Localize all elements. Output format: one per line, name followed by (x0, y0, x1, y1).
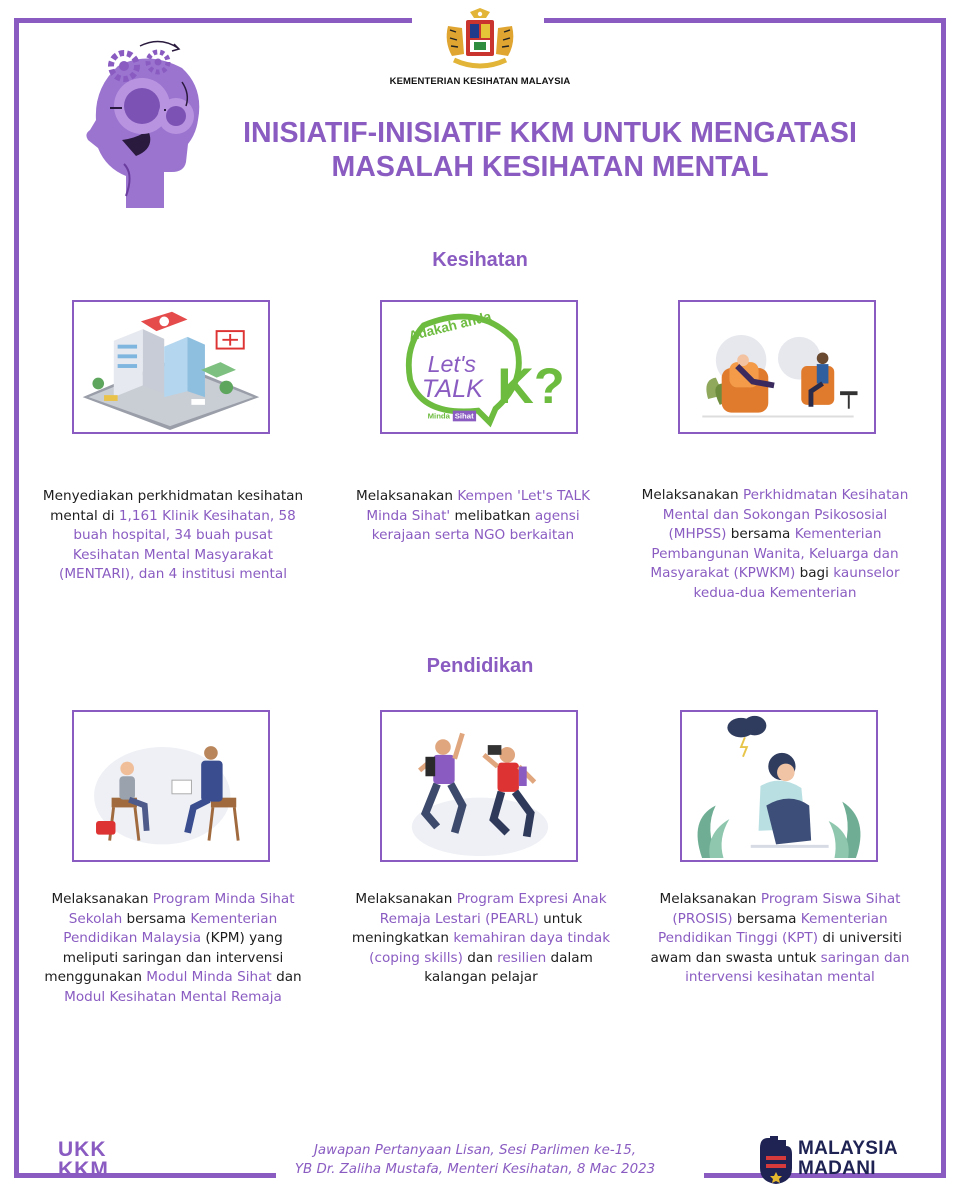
frame-top-left (14, 18, 412, 23)
highlight-text: Kementerian Pembangunan Wanita, Keluarga dan Masyarakat (KPWKM) (650, 526, 899, 582)
highlight-text: Program Siswa Sihat (PROSIS) (672, 891, 901, 927)
description-text: bagi (795, 565, 834, 582)
highlight-text: kemahiran daya tindak (coping skills) (369, 930, 611, 966)
frame-left (14, 18, 19, 1178)
highlight-text: Modul Kesihatan Mental Remaja (64, 988, 282, 1005)
description-school-program (38, 890, 308, 1008)
ministry-name: KEMENTERIAN KESIHATAN MALAYSIA (389, 76, 571, 87)
description-text: bersama (122, 910, 191, 927)
highlight-text: saringan dan intervensi kesihatan mental (685, 949, 910, 986)
highlight-text: kaunselor kedua-dua Kementerian (693, 565, 900, 601)
description-text: bersama (726, 526, 795, 543)
ukk-text: UKK (58, 1138, 107, 1161)
card-image-teenagers (380, 710, 578, 862)
madani-line-2: MADANI (798, 1158, 876, 1179)
highlight-text: agensi kerajaan serta NGO berkaitan (371, 507, 580, 544)
title-line-2: MASALAH KESIHATAN MENTAL (331, 151, 769, 183)
highlight-text: resilien (497, 949, 547, 966)
logo-sihat-text: Sihat (454, 411, 474, 421)
description-text: Melaksanakan (641, 487, 743, 503)
highlight-text: Program Expresi Anak Remaja Lestari (PEARL) (379, 891, 607, 927)
description-text: bersama (732, 910, 801, 927)
highlight-text: Kempen 'Let's TALK Minda Sihat' (366, 488, 591, 524)
school-counseling-illustration (74, 712, 268, 860)
description-health-services (38, 487, 308, 585)
footer-source (240, 1141, 710, 1179)
card-image-lets-talk (380, 300, 578, 434)
description-text: Melaksanakan (355, 488, 458, 504)
description-mhpss (640, 486, 910, 604)
highlight-text: 1,161 Klinik Kesihatan, 58 buah hospital, 34 buah pusat Kesihatan Mental Masyarakat (MENTARI), dan 4 institusi mental (59, 507, 296, 583)
description-text: untuk meningkatkan (351, 910, 583, 947)
section-heading-pendidikan: Pendidikan (426, 655, 534, 677)
frame-right (941, 18, 946, 1178)
jumping-teenagers-illustration (382, 712, 576, 860)
description-text: dalam kalangan pelajar (424, 949, 593, 986)
hospital-city-illustration (74, 302, 268, 432)
description-text: dan (462, 949, 498, 966)
card-image-school-counseling (72, 710, 270, 862)
frame-top-right (544, 18, 946, 23)
highlight-text: Program Minda Sihat Sekolah (68, 891, 295, 927)
description-lets-talk (338, 487, 608, 546)
card-image-counseling (678, 300, 876, 434)
card-image-sad-student (680, 710, 878, 862)
description-text: dan (271, 969, 302, 986)
description-text: Melaksanakan (355, 891, 457, 907)
highlight-text: Modul Minda Sihat (146, 969, 272, 986)
description-text: melibatkan (450, 507, 535, 524)
counseling-session-illustration (680, 302, 874, 432)
mind-gears-illustration (78, 36, 218, 216)
highlight-text: Perkhidmatan Kesihatan Mental dan Sokongan Psikososial (MHPSS) (662, 487, 909, 543)
coat-of-arms-icon (436, 6, 524, 76)
title-line-1: INISIATIF-INISIATIF KKM UNTUK MENGATASI (243, 117, 857, 149)
footer-line-1: Jawapan Pertanyaan Lisan, Sesi Parlimen ke-15, (313, 1143, 637, 1158)
logo-k-text: K? (497, 356, 565, 414)
description-text: Menyediakan perkhidmatan kesihatan mental di (42, 488, 304, 524)
madani-line-1: MALAYSIA (798, 1138, 898, 1159)
description-pearl-program (346, 890, 616, 988)
description-text: di universiti awam dan swasta untuk (650, 930, 903, 966)
footer-line-2: YB Dr. Zaliha Mustafa, Menteri Kesihatan, 8 Mac 2023 (294, 1162, 656, 1177)
logo-top-text: Adakah anda (407, 308, 493, 344)
page-title (220, 116, 880, 184)
description-prosis-program (645, 890, 915, 988)
card-image-hospital (72, 300, 270, 434)
ukk-kkm-logo (58, 1140, 114, 1180)
logo-minda-text: Minda (427, 411, 450, 421)
highlight-text: Kementerian Pendidikan Tinggi (KPT) (657, 910, 888, 947)
description-text: Melaksanakan (659, 891, 761, 907)
description-text: (KPM) yang meliputi saringan dan intervensi menggunakan (44, 930, 284, 986)
frame-bottom-left (14, 1173, 276, 1178)
section-heading-kesihatan: Kesihatan (432, 249, 528, 271)
logo-talk-text: TALK (421, 375, 483, 404)
kkm-text: KKM (58, 1158, 109, 1181)
lets-talk-logo (382, 302, 576, 432)
sad-student-illustration (682, 712, 876, 860)
description-text: Melaksanakan (51, 891, 153, 907)
malaysia-madani-text (798, 1139, 898, 1179)
logo-lets-text: Let's (427, 350, 477, 377)
highlight-text: Kementerian Pendidikan Malaysia (63, 910, 278, 947)
